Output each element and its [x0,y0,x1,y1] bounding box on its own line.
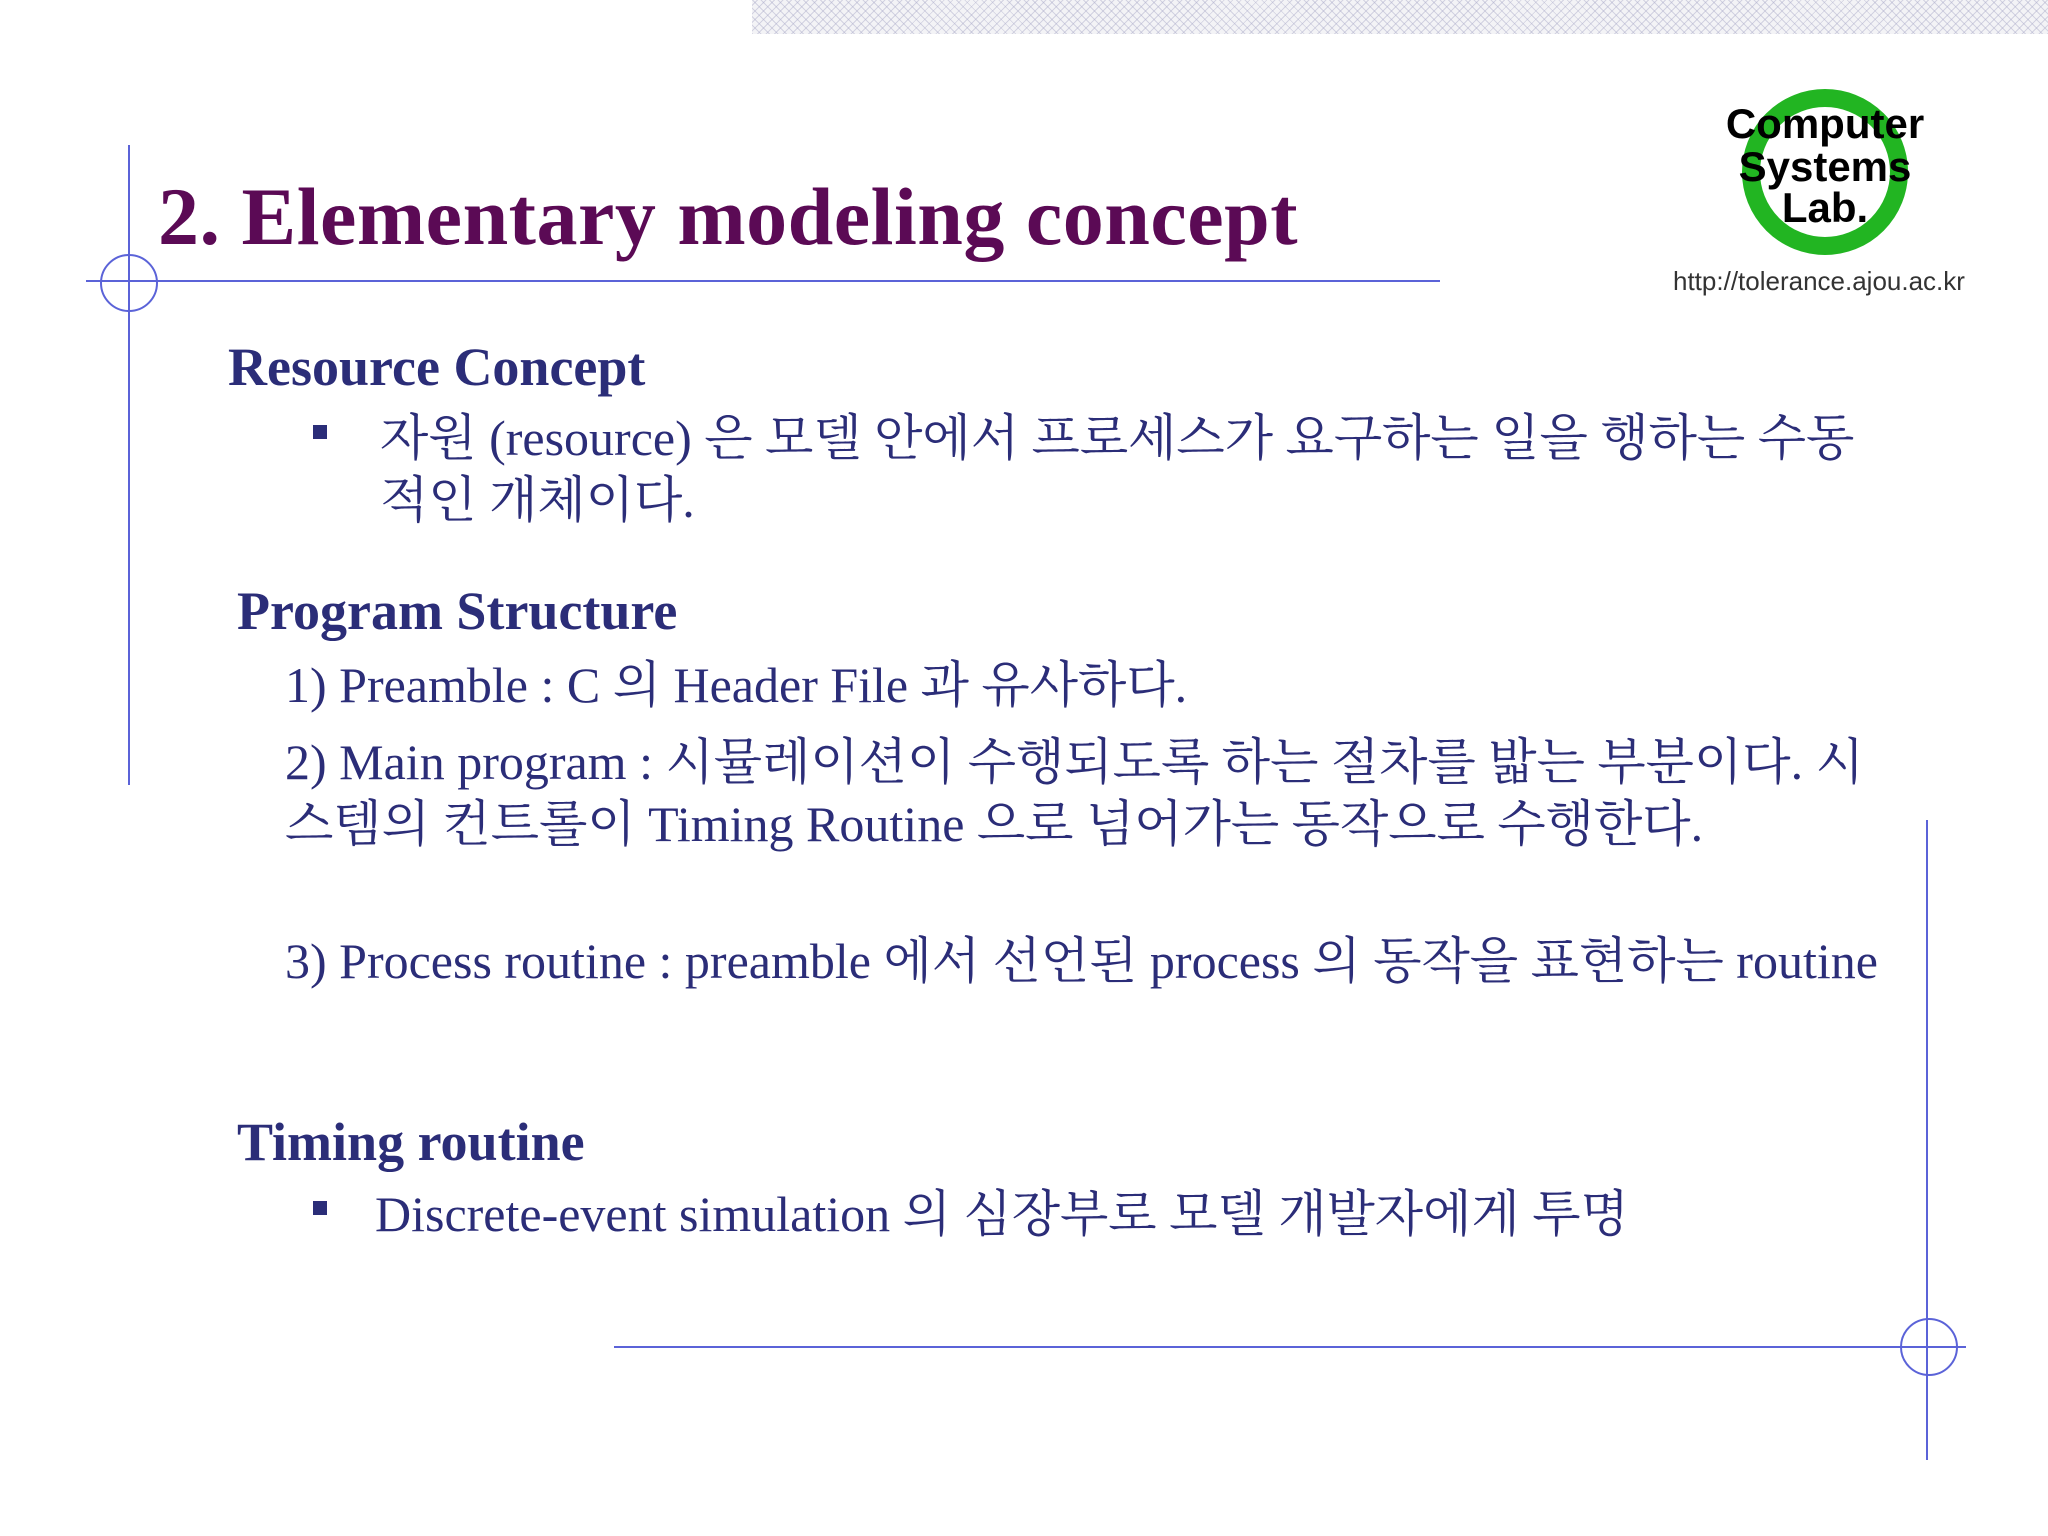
bullet-square-icon [313,1201,327,1215]
resource-bullet-text: 자원 (resource) 은 모델 안에서 프로세스가 요구하는 일을 행하는 수동적인 개체이다. [380,410,1855,528]
program-item-preamble: 1) Preamble : C 의 Header File 과 유사하다. [285,657,1188,713]
heading-timing-routine: Timing routine [237,1112,585,1172]
timing-bullet-text: Discrete-event simulation 의 심장부로 모델 개발자에게 투명 [375,1186,1629,1242]
logo-text-lab: Lab. [1781,184,1869,231]
heading-program-structure: Program Structure [237,581,678,641]
lab-url: http://tolerance.ajou.ac.kr [1673,266,1965,296]
program-item-process-routine: 3) Process routine : preamble 에서 선언된 process 의 동작을 표현하는 routine [285,933,1878,989]
left-vertical-rule [128,145,130,785]
title-underline-rule [86,280,1440,282]
header-pattern-strip [752,0,2048,34]
bullet-square-icon [313,425,327,439]
program-item-main-program: 2) Main program : 시뮬레이션이 수행되도록 하는 절차를 밟는 부분이다. 시스템의 컨트롤이 Timing Routine 으로 넘어가는 동작으로 수행한다. [285,734,1864,852]
page-title: 2. Elementary modeling concept [158,171,1299,262]
bottom-rule [614,1346,1966,1348]
top-left-circle-mark [100,254,158,312]
logo-text-computer: Computer [1725,100,1925,147]
heading-resource-concept: Resource Concept [228,337,646,397]
logo-text-systems: Systems [1738,143,1912,190]
computer-systems-lab-logo [1690,82,1960,262]
bottom-right-circle-mark [1900,1318,1958,1376]
